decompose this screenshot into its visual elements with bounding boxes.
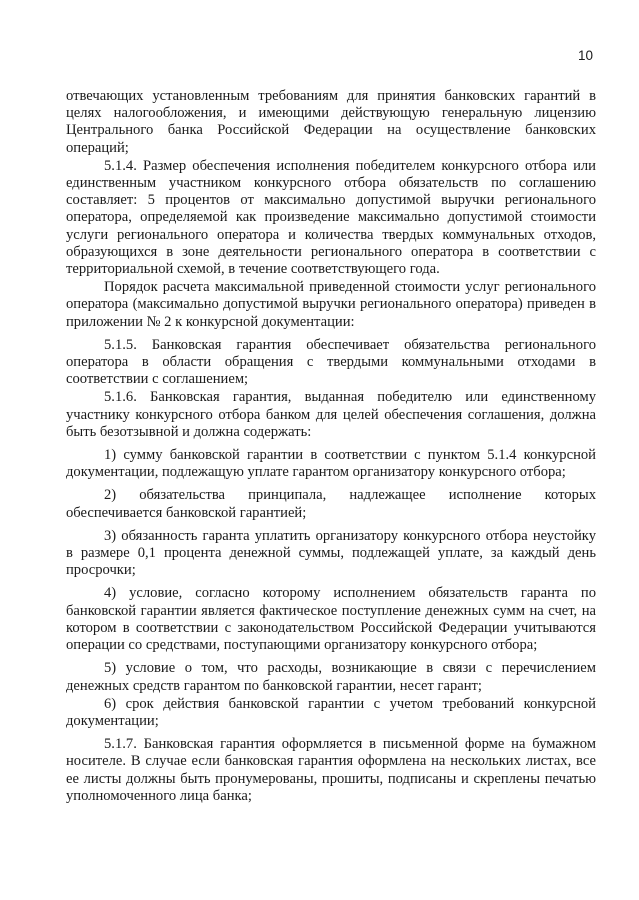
list-item-2: 2) обязательства принципала, надлежащее исполнение которых обеспечивается банковской гарантией;: [66, 487, 596, 521]
paragraph-clause-5-1-6: 5.1.6. Банковская гарантия, выданная победителю или единственному участнику конкурсного отбора банком для целей обеспечения соглашения, должна быть безотзывной и должна содержать:: [66, 389, 596, 440]
list-item-4: 4) условие, согласно которому исполнением обязательств гаранта по банковской гарантии является фактическое поступление денежных сумм на счет, на котором в соответствии с законодательством Российской Федерации учитываются операции со средствами, поступающими организатору конкурсного отбора;: [66, 585, 596, 654]
document-body: [66, 88, 596, 805]
paragraph-clause-5-1-4: 5.1.4. Размер обеспечения исполнения победителем конкурсного отбора или единственным участником конкурсного отбора обязательств по соглашению составляет: 5 процентов от максимально допустимой выручки регионального оператора, определяемой как произведение максимально допустимой стоимости услуги регионального оператора и количества твердых коммунальных отходов, образующихся в зоне деятельности регионального оператора в соответствии с территориальной схемой, в течение соответствующего года.: [66, 157, 596, 278]
paragraph-clause-5-1-5: 5.1.5. Банковская гарантия обеспечивает обязательства регионального оператора в области обращения с твердыми коммунальными отходами в соответствии с соглашением;: [66, 336, 596, 388]
page-number: 10: [577, 48, 593, 63]
list-item-5: 5) условие о том, что расходы, возникающие в связи с перечислением денежных средств гарантом по банковской гарантии, несет гарант;: [66, 660, 596, 694]
paragraph-continuation: отвечающих установленным требованиям для принятия банковских гарантий в целях налогообложения, и имеющими действующую генеральную лицензию Центрального банка Российской Федерации на осуществление банковских операций;: [66, 88, 596, 156]
paragraph-calculation-order: Порядок расчета максимальной приведенной стоимости услуг регионального оператора (максимально допустимой выручки регионального оператора) приведен в приложении № 2 к конкурсной документации:: [66, 279, 596, 330]
list-item-3: 3) обязанность гаранта уплатить организатору конкурсного отбора неустойку в размере 0,1 процента денежной суммы, подлежащей уплате, за каждый день просрочки;: [66, 527, 596, 579]
list-item-6: 6) срок действия банковской гарантии с учетом требований конкурсной документации;: [66, 695, 596, 729]
list-item-1: 1) сумму банковской гарантии в соответствии с пунктом 5.1.4 конкурсной документации, подлежащую уплате гарантом организатору конкурсного отбора;: [66, 447, 596, 481]
paragraph-clause-5-1-7: 5.1.7. Банковская гарантия оформляется в письменной форме на бумажном носителе. В случае если банковская гарантия оформлена на нескольких листах, все ее листы должны быть пронумерованы, прошиты, подписаны и скреплены печатью уполномоченного лица банка;: [66, 736, 596, 804]
